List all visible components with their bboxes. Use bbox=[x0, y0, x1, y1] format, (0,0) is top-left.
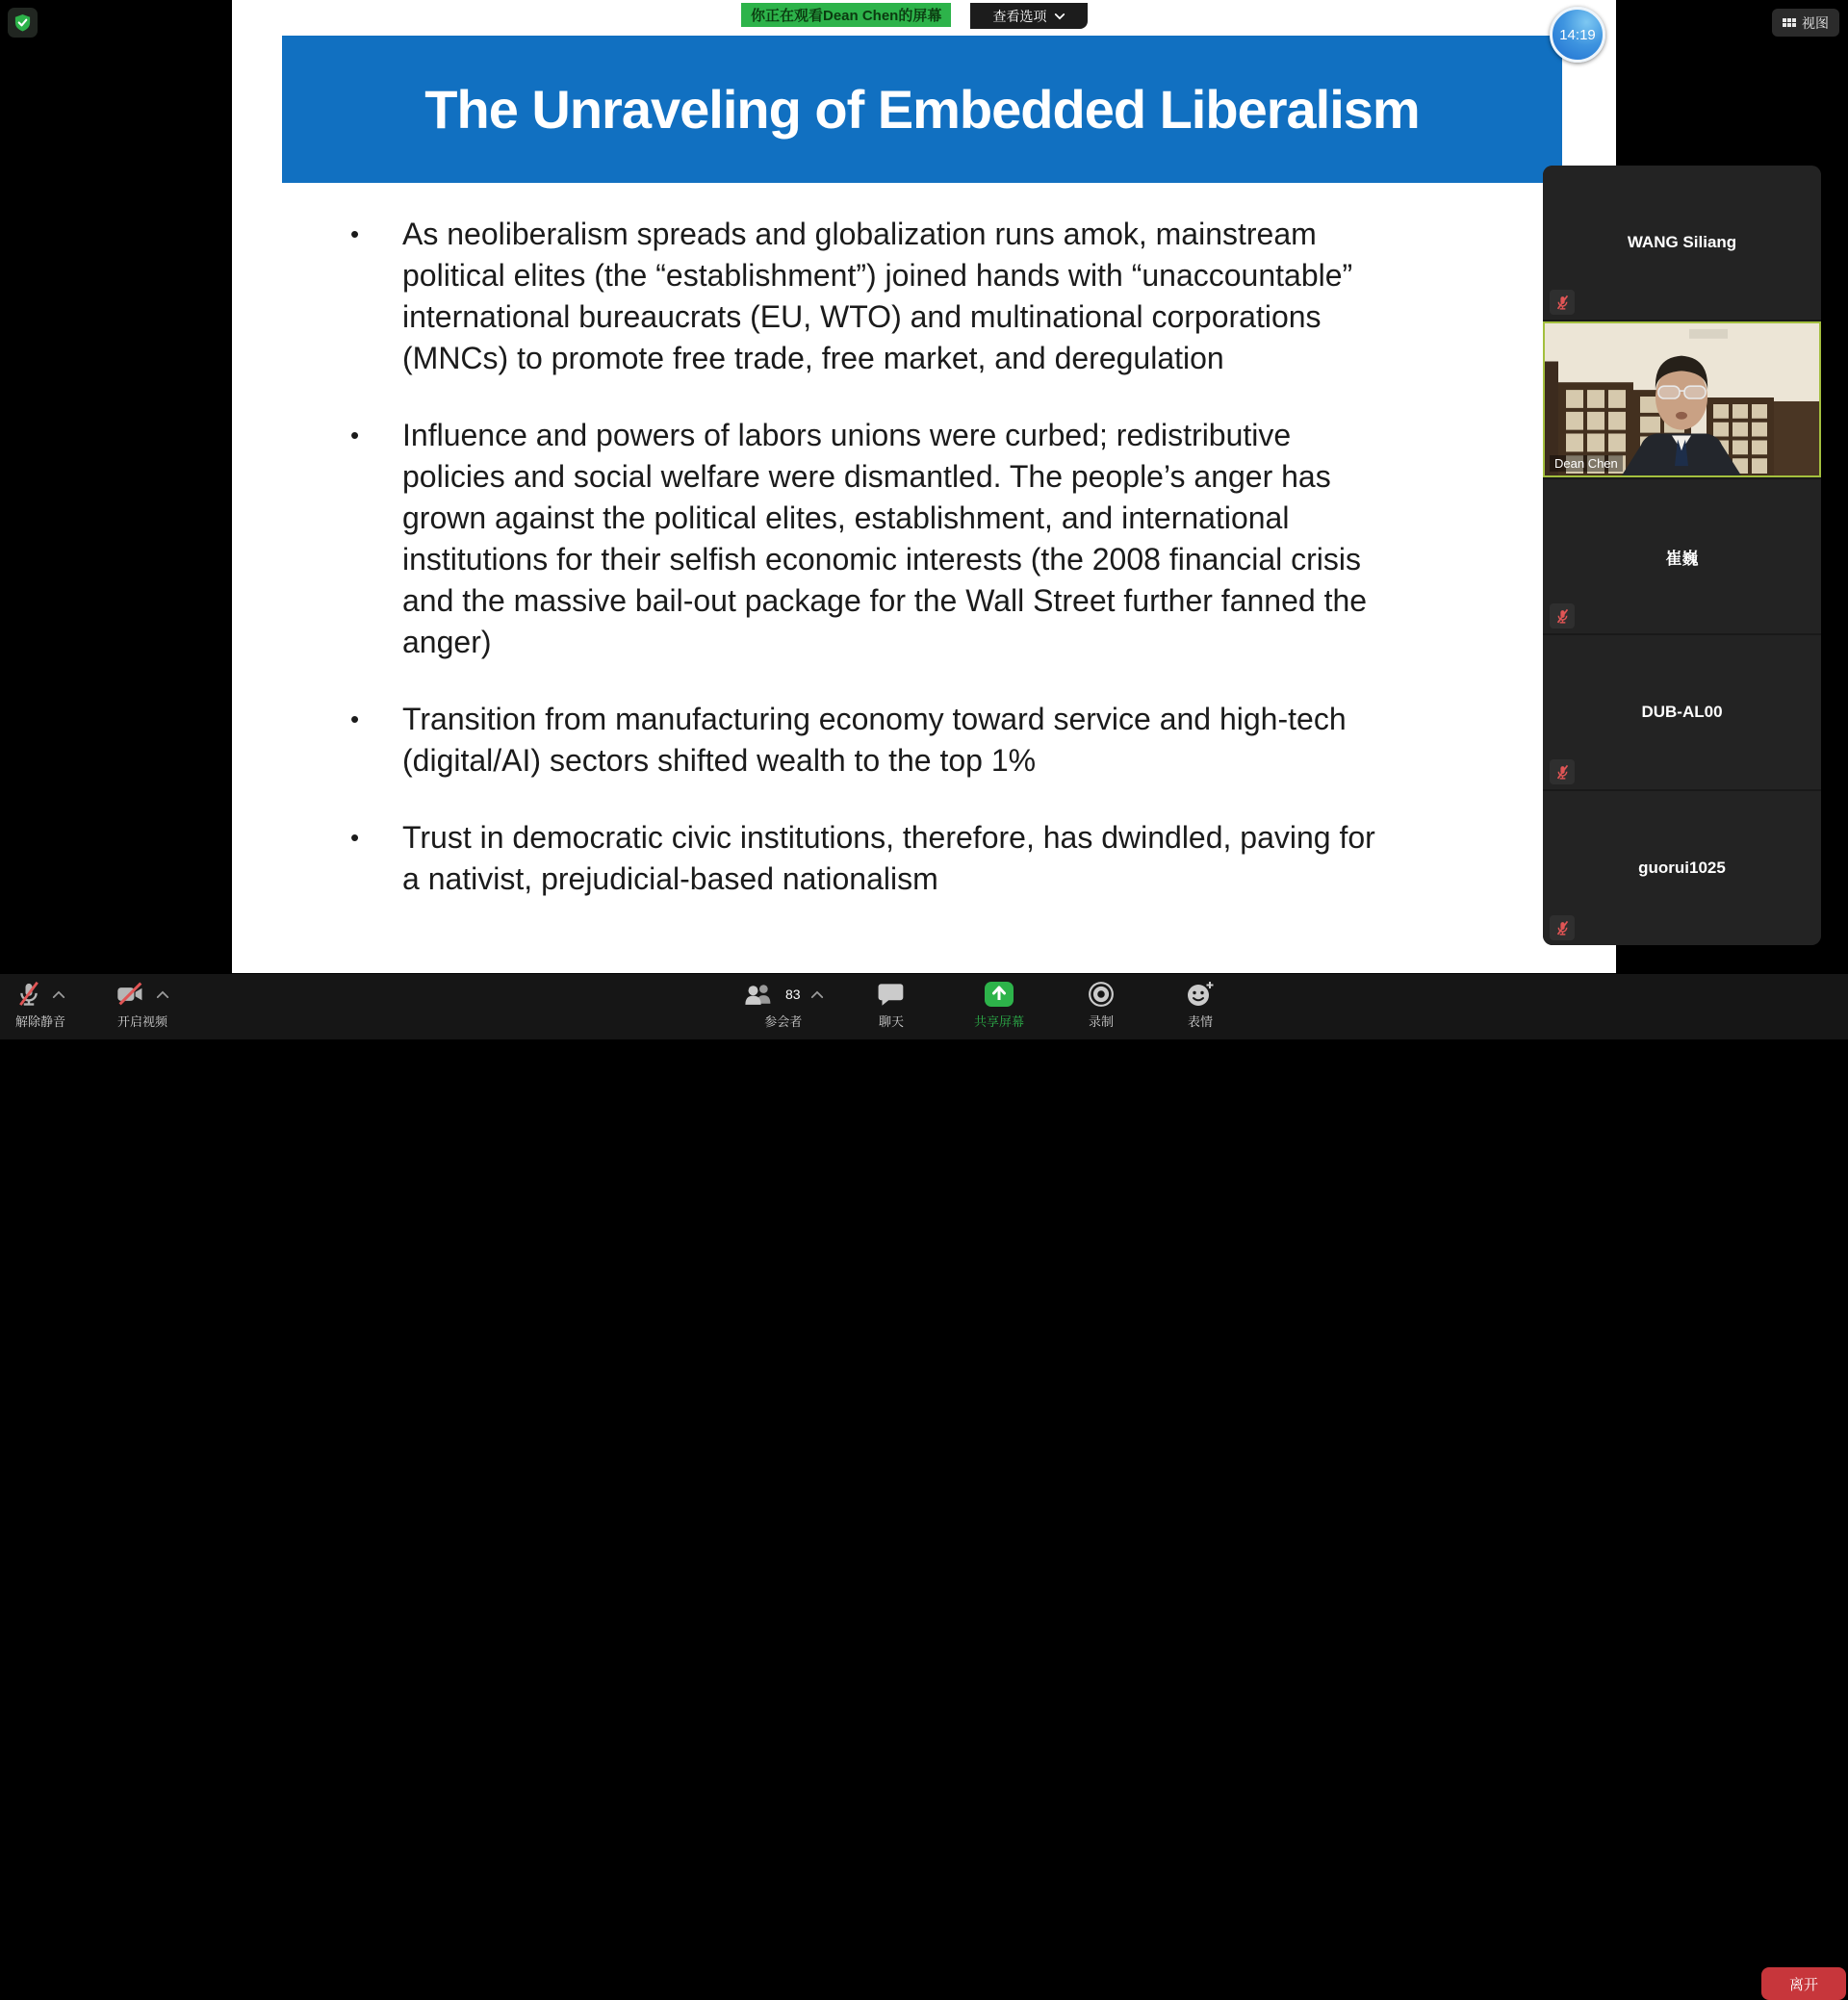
chat-icon bbox=[878, 982, 905, 1007]
chat-label: 聊天 bbox=[878, 1014, 904, 1029]
participants-label: 参会者 bbox=[764, 1014, 803, 1029]
slide-bullet bbox=[346, 699, 1550, 782]
webcam-video-frame bbox=[1545, 323, 1819, 475]
chevron-up-icon[interactable] bbox=[156, 990, 169, 999]
meeting-toolbar bbox=[0, 974, 1848, 1993]
meeting-security-shield-icon[interactable] bbox=[8, 8, 38, 38]
slide-title: The Unraveling of Embedded Liberalism bbox=[424, 79, 1420, 140]
participant-name: DUB-AL00 bbox=[1641, 703, 1723, 721]
muted-mic-icon bbox=[1550, 290, 1575, 315]
camera-off-icon bbox=[116, 982, 146, 1007]
mic-muted-icon bbox=[15, 981, 42, 1008]
participant-tile[interactable] bbox=[1543, 479, 1821, 633]
unmute-button[interactable] bbox=[15, 979, 65, 1030]
shared-screen-area bbox=[232, 0, 1616, 973]
slide-bullet bbox=[346, 415, 1550, 663]
participant-tile[interactable] bbox=[1543, 166, 1821, 320]
share-screen-label: 共享屏幕 bbox=[974, 1014, 1025, 1029]
bullet-text: Transition from manufacturing economy toward service and high-tech (digital/AI) sectors shifted wealth to the top 1% bbox=[402, 702, 1347, 778]
view-layout-button[interactable] bbox=[1772, 9, 1839, 37]
leave-meeting-button[interactable] bbox=[1761, 1967, 1846, 2000]
participant-tile[interactable] bbox=[1543, 635, 1821, 789]
share-screen-button[interactable] bbox=[974, 979, 1024, 1030]
gallery-view-icon bbox=[1783, 18, 1796, 27]
reactions-smiley-icon bbox=[1186, 981, 1215, 1008]
slide-bullet bbox=[346, 817, 1550, 900]
viewing-banner-text: 你正在观看Dean Chen的屏幕 bbox=[751, 8, 942, 24]
muted-mic-icon bbox=[1550, 759, 1575, 784]
muted-mic-icon bbox=[1550, 603, 1575, 628]
bullet-text: Influence and powers of labors unions were curbed; redistributive policies and social welfare were dismantled. The people’s anger has grown against the political elites, establishment, and international institutions for their selfish economic interests (the 2008 financial crisis and the massive bail-out package for the Wall Street further fanned the anger) bbox=[402, 418, 1368, 659]
participants-button[interactable] bbox=[743, 979, 824, 1030]
chat-button[interactable] bbox=[878, 979, 905, 1030]
slide-title-banner bbox=[282, 36, 1562, 183]
chevron-up-icon[interactable] bbox=[52, 990, 65, 999]
muted-mic-icon bbox=[1550, 915, 1575, 940]
participants-count: 83 bbox=[785, 987, 801, 1002]
slide-bullet-list bbox=[346, 214, 1550, 936]
start-video-button[interactable] bbox=[116, 979, 169, 1030]
participant-name: guorui1025 bbox=[1638, 859, 1726, 877]
participants-video-strip bbox=[1543, 166, 1821, 945]
unmute-label: 解除静音 bbox=[15, 1014, 66, 1029]
view-options-label: 查看选项 bbox=[992, 8, 1047, 24]
bullet-text: As neoliberalism spreads and globalization runs amok, mainstream political elites (the “establishment”) joined hands with “unaccountable” international bureaucrats (EU, WTO) and multinational corporations (MNCs) to promote free trade, free market, and deregulation bbox=[402, 217, 1353, 375]
participant-name: WANG Siliang bbox=[1627, 233, 1737, 251]
reactions-button[interactable] bbox=[1186, 979, 1215, 1030]
bullet-dot: • bbox=[350, 823, 360, 852]
slide-bullet bbox=[346, 214, 1550, 379]
record-button[interactable] bbox=[1088, 979, 1115, 1030]
bullet-text: Trust in democratic civic institutions, therefore, has dwindled, paving for a nativist, prejudicial-based nationalism bbox=[402, 820, 1375, 896]
viewing-screen-banner bbox=[741, 3, 951, 27]
clock-time: 14:19 bbox=[1559, 26, 1596, 43]
participant-video-tile[interactable] bbox=[1543, 321, 1821, 477]
leave-label: 离开 bbox=[1788, 1976, 1818, 1993]
bullet-dot: • bbox=[350, 421, 360, 449]
start-video-label: 开启视频 bbox=[116, 1014, 167, 1029]
record-icon bbox=[1088, 981, 1115, 1008]
participant-tile[interactable] bbox=[1543, 791, 1821, 945]
participant-name: 崔巍 bbox=[1665, 549, 1699, 568]
bullet-dot: • bbox=[350, 219, 360, 248]
bullet-dot: • bbox=[350, 705, 360, 733]
participant-name: Dean Chen bbox=[1550, 455, 1623, 472]
chevron-up-icon[interactable] bbox=[810, 990, 824, 999]
meeting-timer-clock bbox=[1550, 7, 1605, 63]
shield-check-icon bbox=[13, 13, 32, 32]
view-button-label: 视图 bbox=[1802, 14, 1829, 31]
chevron-down-icon bbox=[1054, 13, 1065, 20]
record-label: 录制 bbox=[1088, 1014, 1114, 1029]
reactions-label: 表情 bbox=[1187, 1014, 1213, 1029]
participants-icon bbox=[743, 982, 776, 1007]
view-options-dropdown[interactable] bbox=[970, 3, 1088, 29]
share-screen-icon bbox=[984, 981, 1014, 1008]
